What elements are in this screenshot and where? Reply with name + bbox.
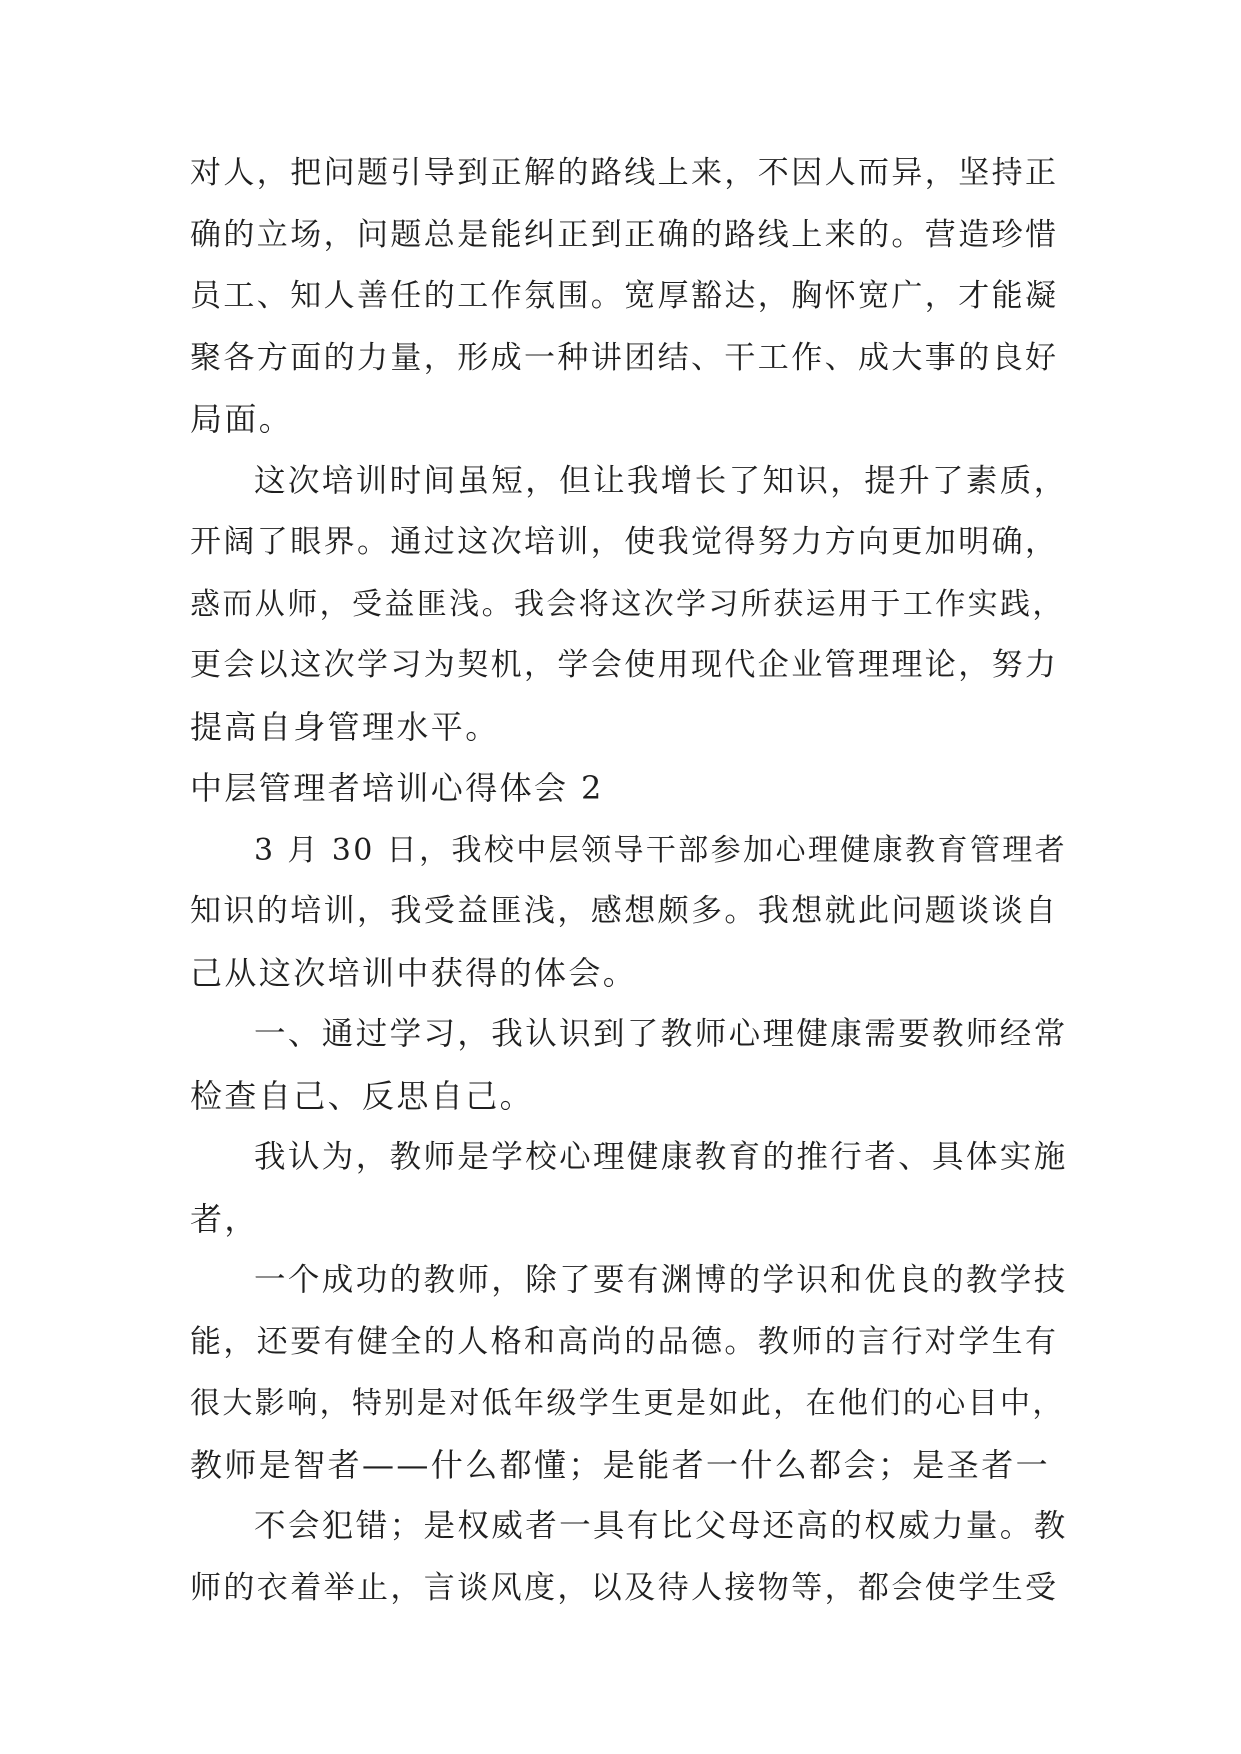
text-line: 能，还要有健全的人格和高尚的品德。教师的言行对学生有: [190, 1323, 1059, 1360]
section-heading: 中层管理者培训心得体会 2: [190, 769, 604, 807]
text-line: 不会犯错；是权威者一具有比父母还高的权威力量。教: [254, 1508, 1068, 1544]
text-line: 检查自己、反思自己。: [190, 1076, 535, 1115]
text-line: 师的衣着举止，言谈风度，以及待人接物等，都会使学生受: [190, 1569, 1059, 1606]
text-line: 3 月 30 日，我校中层领导干部参加心理健康教育管理者: [254, 832, 1068, 868]
text-line: 开阔了眼界。通过这次培训，使我觉得努力方向更加明确，: [190, 524, 1059, 560]
text-line: 我认为，教师是学校心理健康教育的推行者、具体实施: [254, 1139, 1068, 1175]
text-line: 更会以这次学习为契机，学会使用现代企业管理理论，努力: [190, 647, 1059, 683]
text-line: 确的立场，问题总是能纠正到正确的路线上来的。营造珍惜: [190, 216, 1059, 253]
text-line: 己从这次培训中获得的体会。: [190, 953, 638, 992]
document-body: [190, 143, 1070, 1619]
text-line: 很大影响，特别是对低年级学生更是如此，在他们的心目中，: [190, 1386, 1065, 1421]
text-line: 者，: [190, 1199, 259, 1238]
text-line: 局面。: [190, 400, 294, 438]
text-line: 对人，把问题引导到正解的路线上来，不因人而异，坚持正: [190, 155, 1059, 191]
text-line: 这次培训时间虽短，但让我增长了知识，提升了素质，: [254, 462, 1068, 499]
text-line: 提高自身管理水平。: [190, 707, 500, 746]
text-line: 教师是智者——什么都懂；是能者一什么都会；是圣者一: [190, 1445, 1051, 1484]
text-line: 员工、知人善任的工作氛围。宽厚豁达，胸怀宽广，才能凝: [190, 278, 1059, 314]
text-line: 惑而从师，受益匪浅。我会将这次学习所获运用于工作实践，: [190, 586, 1065, 622]
text-line: 一个成功的教师，除了要有渊博的学识和优良的教学技: [254, 1262, 1068, 1298]
text-line: 知识的培训，我受益匪浅，感想颇多。我想就此问题谈谈自: [190, 893, 1059, 929]
text-line: 一、通过学习，我认识到了教师心理健康需要教师经常: [254, 1016, 1068, 1052]
text-line: 聚各方面的力量，形成一种讲团结、干工作、成大事的良好: [190, 339, 1059, 376]
